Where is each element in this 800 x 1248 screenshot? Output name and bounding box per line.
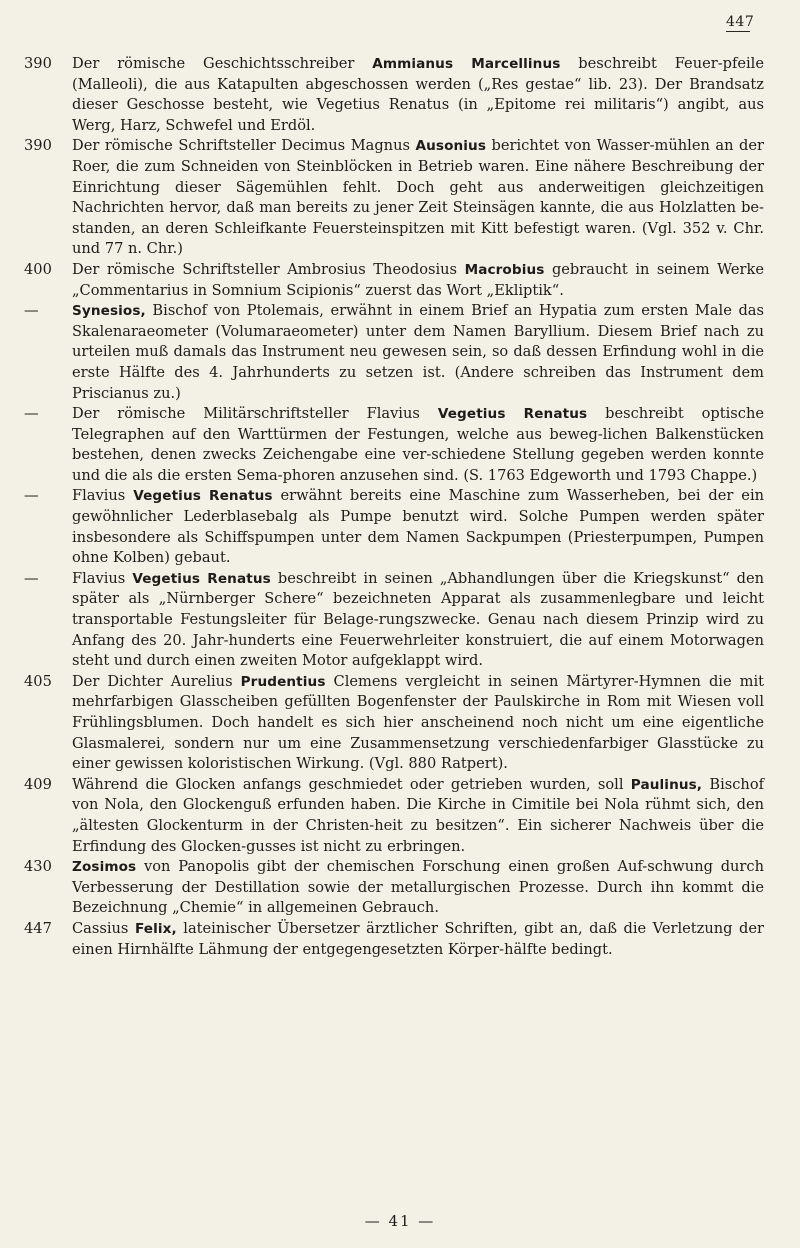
entry-year: 390 bbox=[24, 55, 52, 72]
entry-text: Der römische Schriftsteller Ambrosius Theodosius Macrobius gebraucht in seinem Werke „Commentarius in Somnium Scipionis“ zuerst das Wort „Ekliptik“. bbox=[72, 260, 764, 299]
entry-year: 409 bbox=[24, 775, 52, 793]
entry-year: — bbox=[24, 405, 39, 423]
entry-year: 447 bbox=[24, 919, 52, 937]
entry-year: 405 bbox=[24, 672, 52, 690]
entry-text: Cassius Felix, lateinischer Übersetzer ärztlicher Schriften, gibt an, daß die Verletzung der einen Hirnhälfte Lähmung der entgegengesetzten Körper-hälfte bedingt. bbox=[72, 919, 764, 958]
entry-text: Flavius Vegetius Renatus erwähnt bereits eine Maschine zum Wasserheben, bei der ein gewöhnlicher Lederblasebalg als Pumpe benutzt wird. Solche Pumpen werden später insbesondere als Schiffspumpen unter dem Namen Sackpumpen (Priesterpumpen, Pumpen ohne Kolben) gebaut. bbox=[72, 487, 765, 567]
entry-name: Prudentius bbox=[240, 673, 326, 690]
entry bbox=[24, 775, 764, 857]
entry-text: Der Dichter Aurelius Prudentius Clemens vergleicht in seinen Märtyrer-Hymnen die mit mehrfarbigen Glasscheiben gefüllten Bogenfenster der Paulskirche in Rom mit Wiesen voll Frühlingsblumen. Doch handelt es sich hier anscheinend noch nicht um eine eigentliche Glasmalerei, sondern nur um eine Zusammensetzung verschiedenfarbiger Glasstücke zu einer gewissen koloristischen Wirkung. (Vgl. 880 Ratpert). bbox=[72, 672, 764, 773]
entry bbox=[24, 260, 764, 301]
entry-text: Der römische Schriftsteller Decimus Magnus Ausonius berichtet von Wasser-mühlen an der Roer, die zum Schneiden von Steinblöcken in Betrieb waren. Eine nähere Beschreibung der Einrichtung dieser Sägemühlen fehlt. Doch geht aus anderweitigen gleichzeitigen Nachrichten hervor, daß man bereits zu jener Zeit Steinsägen kannte, die aus Holzlatten be-standen, an deren Schleifkante Feuersteinspitzen mit Kitt befestigt waren. (Vgl. 352 v. Chr. und 77 n. Chr.) bbox=[72, 137, 764, 258]
entry bbox=[24, 857, 764, 919]
entry-name: Zosimos bbox=[72, 859, 137, 876]
entry-name: Vegetius Renatus bbox=[437, 406, 588, 423]
entry-name: Ammianus Marcellinus bbox=[372, 56, 561, 72]
entry-name: Ausonius bbox=[415, 138, 487, 155]
entry bbox=[24, 486, 764, 568]
entry-name: Paulinus, bbox=[630, 776, 703, 793]
entry-text: Der römische Militärschriftsteller Flavius Vegetius Renatus beschreibt optische Telegraphen auf den Warttürmen der Festungen, welche aus beweg-lichen Balkenstücken bestehen, denen zwecks Zeichengabe eine ver-schiedene Stellung gegeben werden konnte und die als die ersten Sema-phoren anzusehen sind. (S. 1763 Edgeworth und 1793 Chappe.) bbox=[72, 405, 765, 484]
entry-name: Vegetius Renatus bbox=[132, 570, 271, 587]
entry bbox=[24, 301, 764, 404]
entry bbox=[24, 404, 764, 486]
entry bbox=[24, 569, 764, 672]
entry-name: Synesios, bbox=[72, 303, 146, 320]
entry bbox=[24, 672, 764, 775]
entry-text: Während die Glocken anfangs geschmiedet oder getrieben wurden, soll Paulinus, Bischof von Nola, den Glockenguß erfunden haben. Die Kirche in Cimitile bei Nola rühmt sich, den „ältesten Glockenturm in der Christen-heit zu besitzen“. Ein sicherer Nachweis über die Erfindung des Glocken-gusses ist nicht zu erbringen. bbox=[72, 775, 765, 855]
entry-text: Flavius Vegetius Renatus beschreibt in seinen „Abhandlungen über die Kriegskunst“ den später als „Nürnberger Schere“ bezeichneten Apparat als zusammenlegbare und leicht transportable Festungsleiter für Belage-rungszwecke. Genau nach diesem Prinzip wird zu Anfang des 20. Jahr-hunderts eine Feuerwehrleiter konstruiert, die auf einem Motorwagen steht und durch einen zweiten Motor aufgeklappt wird. bbox=[72, 569, 765, 670]
entry bbox=[24, 136, 764, 260]
entry-text: Zosimos von Panopolis gibt der chemischen Forschung einen großen Auf-schwung durch Verbesserung der Destillation sowie der metallurgischen Prozesse. Durch ihn kommt die Bezeichnung „Chemie“ in allgemeinen Gebrauch. bbox=[72, 858, 764, 917]
entry bbox=[24, 54, 764, 136]
entry-year: — bbox=[24, 487, 39, 505]
page-number: 447 bbox=[726, 14, 755, 30]
chronology-entries bbox=[24, 54, 764, 960]
entry-year: — bbox=[24, 569, 39, 587]
entry-text: Der römische Geschichtsschreiber Ammianus Marcellinus beschreibt Feuer-pfeile (Malleoli), die aus Katapulten abgeschossen werden („Res gestae“ lib. 23). Der Brandsatz dieser Geschosse besteht, wie Vegetius Renatus (in „Epitome rei militaris“) angibt, aus Werg, Harz, Schwefel und Erdöl. bbox=[72, 55, 764, 134]
entry-text: Synesios, Bischof von Ptolemais, erwähnt in einem Brief an Hypatia zum ersten Male das Skalenaraeometer (Volumaraeometer) unter dem Namen Baryllium. Diesem Brief nach zu urteilen muß damals das Instrument neu gewesen sein, so daß dessen Erfindung wohl in die erste Hälfte des 4. Jahrhunderts zu setzen ist. (Andere schreiben das Instrument dem Priscianus zu.) bbox=[72, 302, 764, 402]
entry bbox=[24, 919, 764, 960]
entry-year: — bbox=[24, 302, 39, 320]
entry-name: Vegetius Renatus bbox=[133, 488, 273, 505]
entry-year: 400 bbox=[24, 260, 52, 278]
entry-year: 390 bbox=[24, 137, 52, 155]
entry-name: Felix, bbox=[134, 920, 177, 937]
entry-year: 430 bbox=[24, 858, 52, 876]
page-footer: — 41 — bbox=[364, 1212, 436, 1230]
entry-name: Macrobius bbox=[464, 261, 545, 278]
